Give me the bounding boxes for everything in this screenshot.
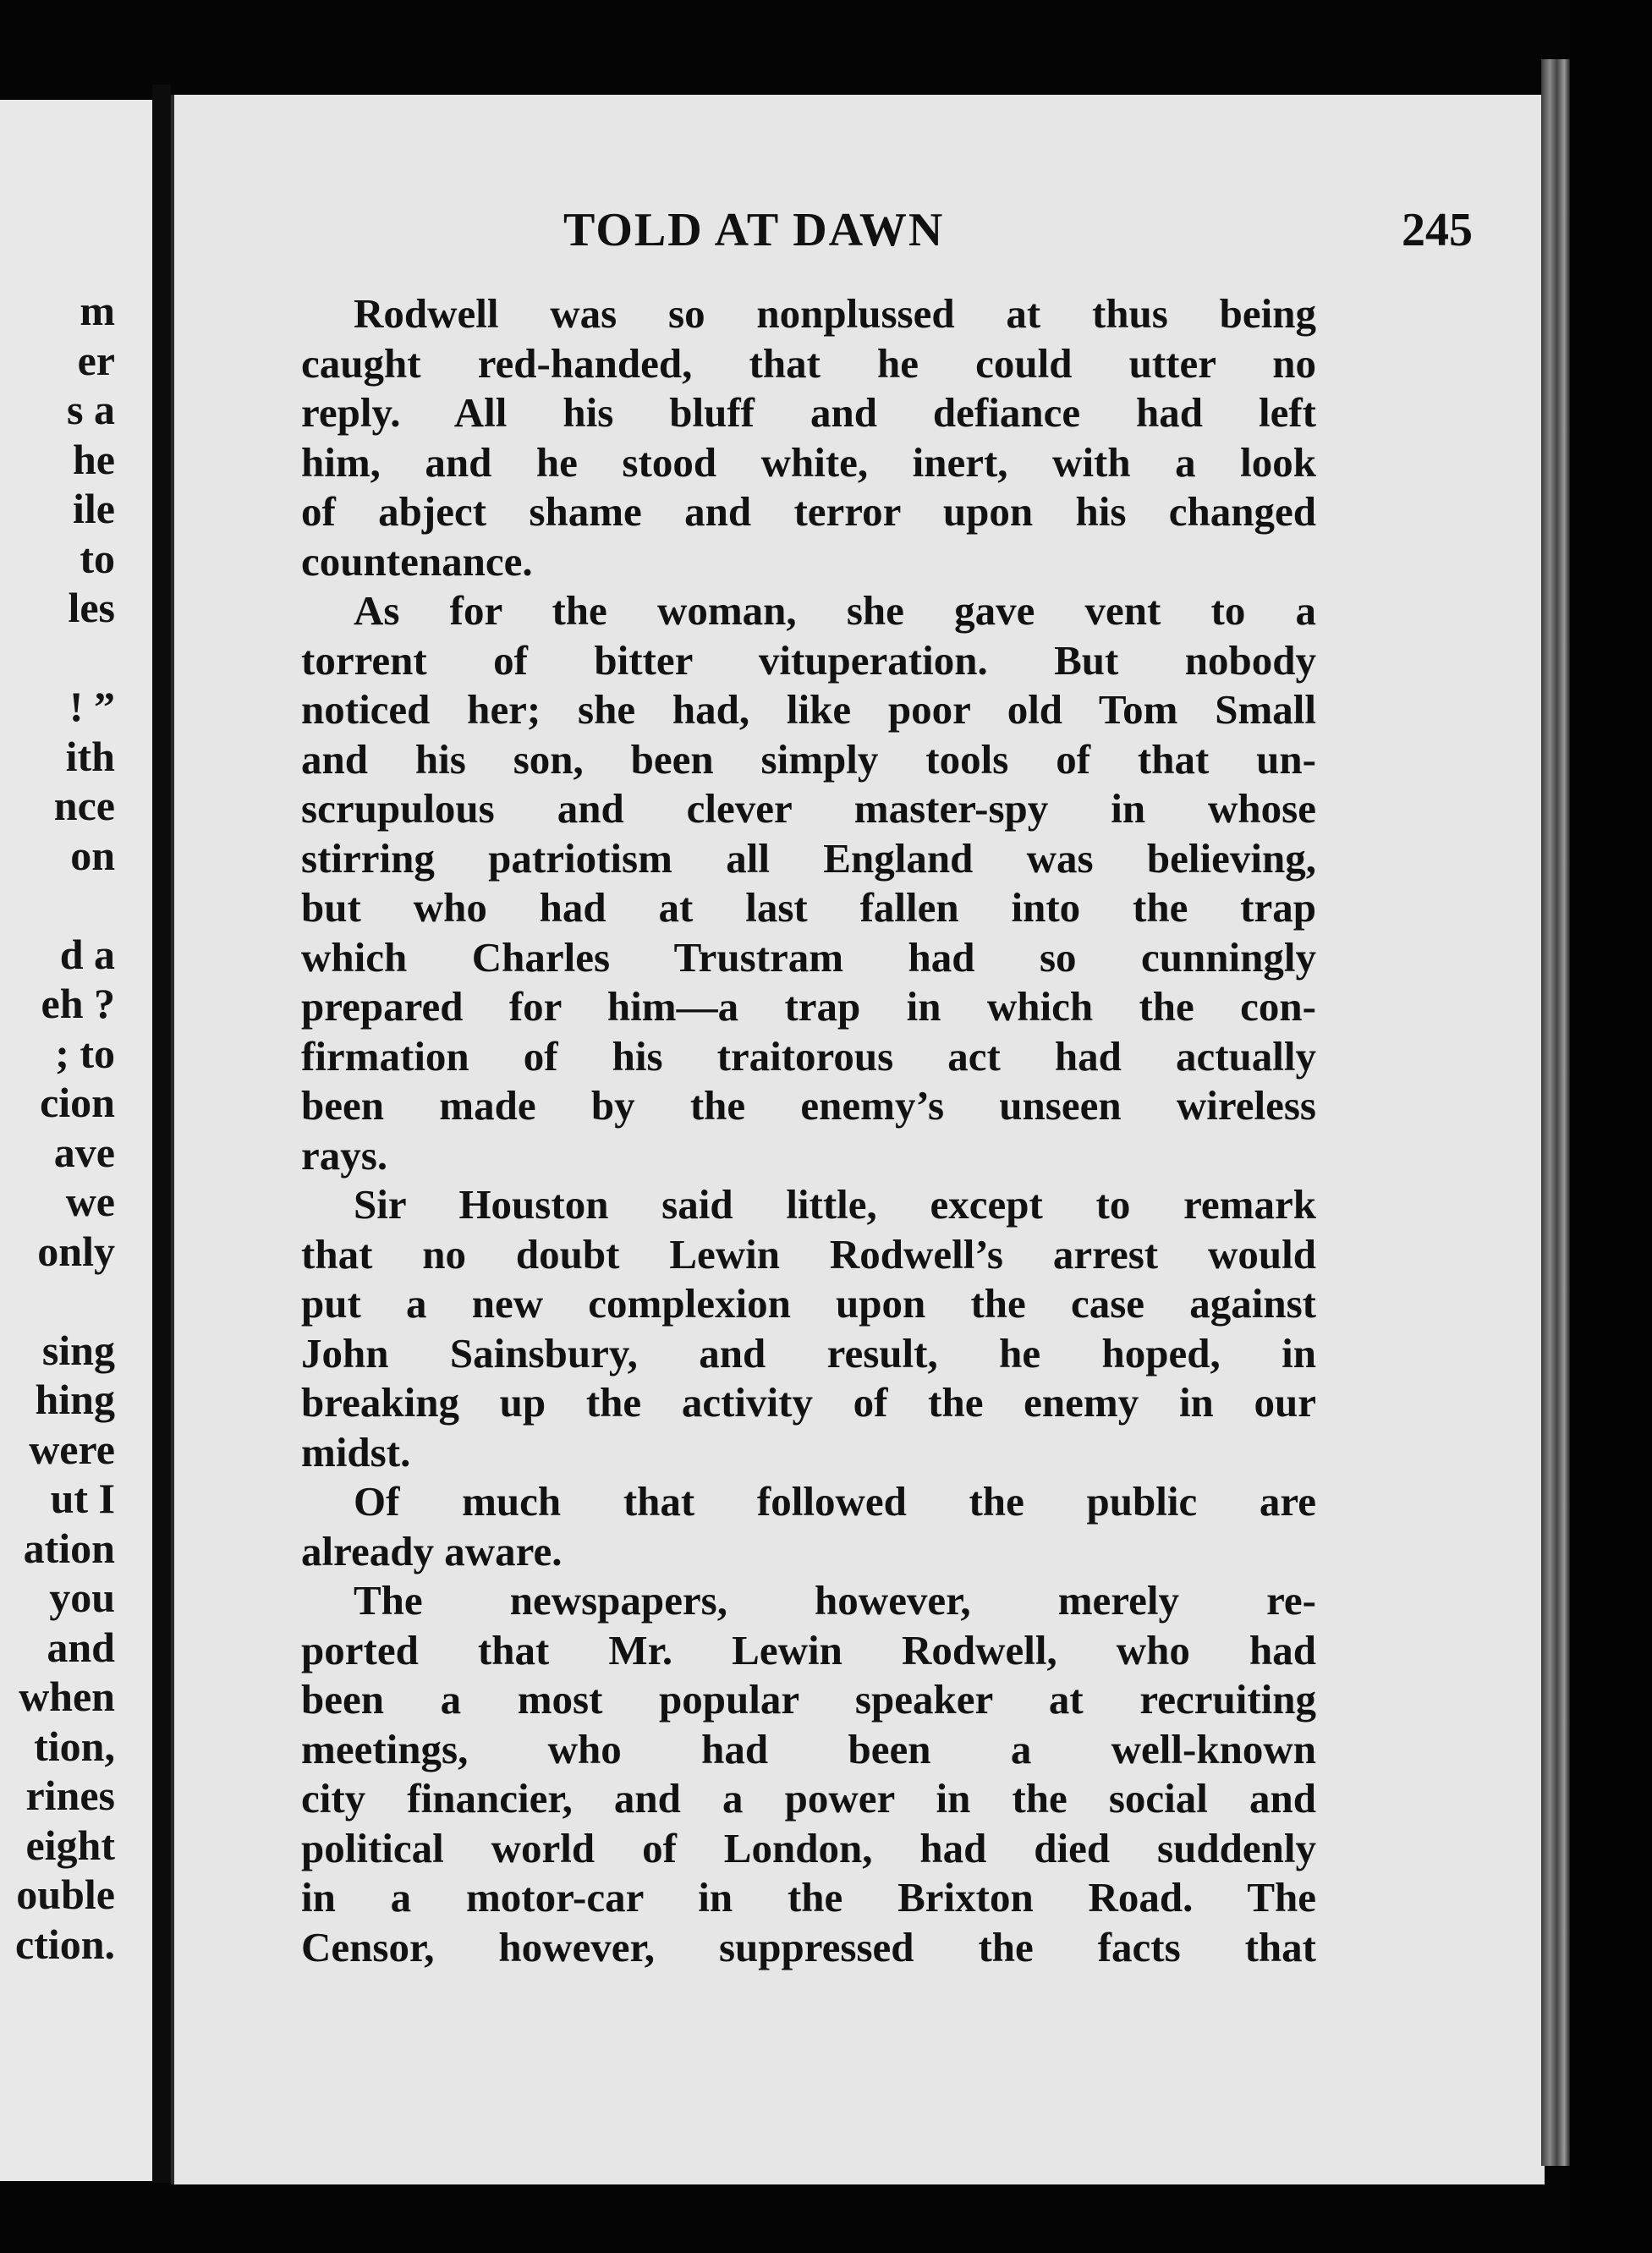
text-line: rays. [301,1131,388,1179]
text-line: countenance. [301,537,533,585]
text-line: political world of London, had died suddenly [301,1824,1316,1871]
fragment-line: ouble [16,1871,115,1918]
fragment-line: sing [41,1326,115,1374]
text-line: but who had at last fallen into the trap [301,884,1316,931]
text-line: Sir Houston said little, except to remark [354,1181,1316,1228]
fragment-line: les [68,584,115,631]
text-line: noticed her; she had, like poor old Tom Small [301,686,1316,733]
fragment-line: and [47,1623,115,1671]
fragment-line: hing [35,1376,115,1423]
text-line: reply. All his bluff and defiance had left [301,389,1316,436]
text-line: him, and he stood white, inert, with a look [301,438,1316,486]
fragment-line: were [29,1425,115,1473]
book-page [171,95,1545,2184]
fragment-line [15,633,115,683]
fragment-line: ; to [55,1029,115,1077]
fragment-line: you [49,1574,115,1621]
fragment-line [15,1276,115,1326]
text-line: stirring patriotism all England was believing, [301,834,1316,882]
fragment-line: nce [53,782,115,829]
fragment-line: to [80,534,115,582]
text-line: Of much that followed the public are [354,1478,1316,1525]
text-line: and his son, been simply tools of that un- [301,735,1316,783]
text-line: As for the woman, she gave vent to a [354,587,1316,634]
fragment-line: m [80,287,115,334]
fragment-line: when [19,1673,115,1720]
text-line: torrent of bitter vituperation. But nobody [301,636,1316,684]
scan-background [1570,0,1652,2253]
fragment-line: s a [67,386,115,433]
text-line: ported that Mr. Lewin Rodwell, who had [301,1626,1316,1673]
fragment-line [15,880,115,930]
fragment-line: ction. [14,1920,115,1968]
text-line: Censor, however, suppressed the facts that [301,1923,1316,1970]
previous-page-sliver [0,100,152,2181]
text-line: already aware. [301,1527,563,1574]
running-head [563,203,1473,271]
text-line: that no doubt Lewin Rodwell’s arrest would [301,1230,1316,1278]
fragment-line: ith [65,732,115,780]
text-line: Rodwell was so nonplussed at thus being [354,290,1316,337]
fragment-line: cion [40,1079,115,1126]
fragment-line: ation [23,1524,115,1572]
fragment-line: ut I [50,1475,115,1522]
fragment-line: eight [25,1821,115,1869]
fragment-line: on [70,831,115,879]
running-title: TOLD AT DAWN [563,204,945,256]
text-line: been made by the enemy’s unseen wireless [301,1082,1316,1129]
text-line: been a most popular speaker at recruiting [301,1676,1316,1723]
fragment-line: rines [25,1772,115,1819]
book-gutter [152,85,171,2183]
text-line: meetings, who had been a well-known [301,1725,1316,1772]
text-line: of abject shame and terror upon his changed [301,488,1316,535]
fragment-line: only [37,1227,115,1275]
page-number: 245 [1402,204,1473,256]
text-line: in a motor-car in the Brixton Road. The [301,1874,1316,1921]
text-line: John Sainsbury, and result, he hoped, in [301,1329,1316,1377]
text-line: firmation of his traitorous act had actually [301,1032,1316,1080]
fragment-line: he [73,435,115,483]
text-line: midst. [301,1428,411,1475]
previous-page-text-fragments [15,286,115,1969]
text-line: breaking up the activity of the enemy in our [301,1379,1316,1426]
fragment-line: d a [59,930,115,978]
body-text [301,289,1316,1972]
fragment-line: we [65,1178,115,1225]
fragment-line: tion, [34,1722,115,1770]
fragment-line: eh ? [41,980,115,1027]
fragment-line: er [77,336,115,384]
fragment-line: ! ” [69,683,115,730]
text-line: caught red-handed, that he could utter no [301,339,1316,387]
text-line: scrupulous and clever master-spy in whose [301,785,1316,832]
text-line: prepared for him—a trap in which the con- [301,983,1316,1030]
text-line: The newspapers, however, merely re- [354,1577,1316,1624]
text-line: which Charles Trustram had so cunningly [301,933,1316,981]
fragment-line: ile [73,485,115,532]
page-edge [1541,59,1570,2166]
fragment-line: ave [53,1128,115,1176]
text-line: put a new complexion upon the case against [301,1280,1316,1327]
text-line: city financier, and a power in the social and [301,1775,1316,1822]
